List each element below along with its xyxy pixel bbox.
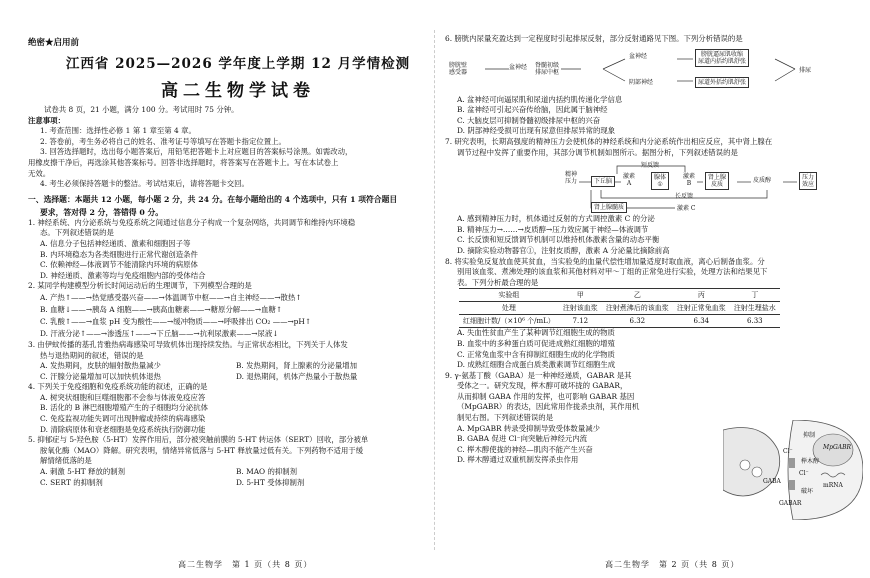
option: A. 发热期间，皮肤的辐射散热量减少 xyxy=(40,361,161,371)
option: A. 感到精神压力时，机体通过反射的方式调控激素 C 的分泌 xyxy=(457,214,655,224)
question-1: 1. 神经系统、内分泌系统与免疫系统之间通过信息分子构成一个复杂网络，共同调节和维持内环境稳 xyxy=(28,217,356,227)
option: D. 汗液分泌↑——→渗透压↑——→下丘脑——→抗利尿激素——→尿液↓ xyxy=(40,328,279,338)
notice-item: 3. 回答选择题时，选出每小题答案后，用铅笔把答题卡上对应题目的答案标号涂黑。如需改动， xyxy=(40,147,353,157)
chloride-label: Cl⁻ xyxy=(799,470,809,477)
adrenal-cortex-node: 肾上腺 皮质 xyxy=(705,172,729,190)
option: C. 汗腺分泌量增加可以加快机体退热 xyxy=(40,371,161,381)
question-9-cont: （MpGABR）的表达，因此常用作拢杀虫剂，其作用机 xyxy=(457,402,640,412)
option: D. 神经递质、激素等均与免疫细胞内部的受体结合 xyxy=(40,270,206,280)
table-cell: 乙 xyxy=(602,289,673,302)
nerve-label: 阴部神经 xyxy=(629,78,654,86)
table-cell: 注射该血浆 xyxy=(559,302,602,315)
question-9-cont: 受体之一。研究发现，榉木醇可破坏拢的 GABAR， xyxy=(457,381,628,391)
notice-item: 2. 答卷前，考生务必将自己的姓名、准考证号等填写在答题卡指定位置上。 xyxy=(40,136,286,146)
stress-effect-node: 压力 效应 xyxy=(799,172,817,190)
table-cell: 丙 xyxy=(673,289,730,302)
question-5-cont: 胺氧化酶（MAO）降解。研究表明，情绪异常低落与 5-HT 释放量过低有关。下列药物不适用于缓 xyxy=(40,445,364,455)
exam-title: 江西省 2025—2026 学年度上学期 12 月学情检测 xyxy=(65,56,411,72)
question-4: 4. 下列关于免疫细胞和免疫系统功能的叙述，正确的是 xyxy=(28,382,208,392)
option: D. 5-HT 受体抑制剂 xyxy=(236,477,305,487)
option: B. GABA 促进 Cl⁻向突触后神经元内流 xyxy=(457,434,588,444)
option-row xyxy=(28,467,448,478)
short-feedback-label: 短反馈 xyxy=(641,162,660,170)
question-2: 2. 某同学构建模型分析长时间运动后的生理调节，下列模型合理的是 xyxy=(28,281,252,291)
mrna-label: mRNA xyxy=(823,482,843,489)
results-table xyxy=(459,288,780,328)
receptor-label: GABAR xyxy=(779,500,802,507)
option: A. 刺激 5-HT 释放的制剂 xyxy=(40,467,126,477)
subject-title: 高二生物学试卷 xyxy=(161,81,315,101)
hypothalamus-node: 下丘脑 xyxy=(591,176,615,187)
section-heading: 一、选择题：本题共 12 小题，每小题 2 分，共 24 分。在每小题给出的 4 个选项中，只有 1 项符合题目 xyxy=(28,194,398,204)
page-footer: 高二生物学 第 2 页（共 8 页） xyxy=(605,560,740,569)
adrenal-medulla-node: 肾上腺髓质 xyxy=(591,202,627,213)
page-footer: 高二生物学 第 1 页（共 8 页） xyxy=(178,560,313,569)
effector-node: 尿道外括约肌舒张 xyxy=(695,77,749,88)
table-cell: 6.32 xyxy=(602,315,673,328)
notice-item: 1. 考查范围：选择性必修 1 第 1 章至第 4 章。 xyxy=(40,126,196,136)
question-7: 7. 研究表明，长期高强度的精神压力会使机体的神经系统和内分泌系统作出相应反应，其中肾上腺在 xyxy=(445,136,773,146)
option: A. 信息分子包括神经递质、激素和细胞因子等 xyxy=(40,238,191,248)
stress-node: 精神 压力 xyxy=(565,171,578,186)
question-6: 6. 膀胱内尿量充盈达到一定程度时引起排尿反射，部分反射通路见下图。下列分析错误的是 xyxy=(445,34,743,43)
table-cell: 6.33 xyxy=(730,315,780,328)
option: D. 榉木醇通过双重机制发挥杀虫作用 xyxy=(457,455,579,465)
page-1 xyxy=(28,0,448,578)
cortisol-node: 皮质醇 xyxy=(753,177,772,185)
question-9-cont: 制见右图。下列叙述错误的是 xyxy=(457,413,554,423)
inhibit-label: 抑制 xyxy=(803,432,816,439)
option: B. 内环境稳态为各类细胞进行正常代谢创造条件 xyxy=(40,249,198,259)
hormone-c-label: 激素 C xyxy=(677,205,696,213)
secret-mark: 绝密★启用前 xyxy=(28,38,80,48)
receptor-node: 膀胱壁 感受器 xyxy=(449,61,468,76)
table-cell: 7.12 xyxy=(559,315,602,328)
question-9-cont: 从而抑制 GABA 作用的发挥，也可影响 GABAR 基因 xyxy=(457,391,635,401)
option: B. 活化的 B 淋巴细胞增殖产生的子细胞均分泌抗体 xyxy=(40,403,209,413)
option: D. 摘除实验动物器官①，注射皮质醇，激素 A 分泌量比摘除前高 xyxy=(457,245,670,255)
option: A. 树突状细胞和巨噬细胞都不会参与体液免疫应答 xyxy=(40,392,206,402)
table-cell: 注射生理盐水 xyxy=(730,302,780,315)
question-1-cont: 态。下列叙述错误的是 xyxy=(40,228,114,238)
table-cell: 实验组 xyxy=(459,289,559,302)
option: C. 依赖神经—体液调节不能清除内环境的病原体 xyxy=(40,260,198,270)
option: B. 精神压力→……→皮质醇→压力效应属于神经—体液调节 xyxy=(457,224,649,234)
notice-item: 用橡皮擦干净后，再选涂其他答案标号。回答非选择题时，将答案写在答题卡上。写在本试卷上 xyxy=(28,157,339,167)
question-5: 5. 抑郁症与 5-羟色胺（5-HT）发挥作用后，部分被突触前膜的 5-HT 转运体（SERT）回收，部分被单 xyxy=(28,435,369,445)
option: A. MpGABR 转录受抑制导致受体数量减少 xyxy=(457,423,600,433)
question-5-cont: 解情绪低落的是 xyxy=(40,456,92,466)
insecticide-label: 榉木醇 xyxy=(801,458,820,465)
gaba-label: GABA xyxy=(763,478,781,485)
question-8: 8. 将实验兔反复放血使其贫血，当实验兔的血量代偿性增加量适度时取血液，离心后制备血浆。分 xyxy=(445,256,765,266)
gene-label: MpGABR xyxy=(823,444,852,451)
question-8-cont: 别用该血浆、煮沸处理的该血浆和其他材料对甲～丁组的正常兔进行实验，处理方法和结果见下 xyxy=(457,267,768,277)
option-row xyxy=(28,478,448,489)
hormone-a-node: 激素 A xyxy=(623,173,636,188)
notice-item: 无效。 xyxy=(28,168,51,178)
notice-title: 注意事项： xyxy=(28,115,65,125)
option: C. SERT 的抑制剂 xyxy=(40,477,103,487)
option: D. 清除病原体和衰老细胞是免疫系统执行防御功能 xyxy=(40,424,206,434)
option: B. 发热期间，肾上腺素的分泌量增加 xyxy=(236,361,357,371)
urination-label: 排尿 xyxy=(799,66,812,74)
table-cell: 红细胞计数/（×10⁶ 个/mL） xyxy=(459,315,559,328)
gland-1-node: 腺体 ① xyxy=(651,172,669,190)
table-row xyxy=(459,315,780,328)
synapse-figure xyxy=(723,420,863,520)
table-cell: 6.34 xyxy=(673,315,730,328)
nerve-label: 盆神经 xyxy=(629,52,648,60)
table-cell: 注射煮沸后的该血浆 xyxy=(602,302,673,315)
option: C. 榉木醇使拢的神经—肌肉不能产生兴奋 xyxy=(457,444,593,454)
option: C. 大脑皮层可抑制脊髓初级排尿中枢的兴奋 xyxy=(457,115,601,125)
exam-info: 试卷共 8 页，21 小题，满分 100 分。考试用时 75 分钟。 xyxy=(44,105,239,114)
question-3: 3. 由伊蚊传播的基孔肯雅热病毒感染可导致机体出现持续发热。与正常状态相比，下列关于人体发 xyxy=(28,339,348,349)
hormone-diagram xyxy=(445,160,865,212)
effector-node: 膀胱逼尿肌收缩 尿道内括约肌舒张 xyxy=(695,49,749,67)
question-3-cont: 热与退热期间的叙述，错误的是 xyxy=(40,350,144,360)
option: C. 乳酸↑——→血浆 pH 变为酸性——→缓冲物质——→呼吸排出 CO₂ ——→pH↑ xyxy=(40,316,312,326)
option-row xyxy=(28,361,448,372)
question-9: 9. γ-氨基丁酸（GABA）是一种神经递质，GABAR 是其 xyxy=(445,370,632,380)
option: D. 阴部神经受损可出现有尿意但排尿异常的现象 xyxy=(457,126,616,136)
option: C. 正常兔血浆中含有抑制红细胞生成的化学物质 xyxy=(457,349,615,359)
page-2 xyxy=(445,0,865,578)
question-7-cont: 调节过程中发挥了重要作用，其部分调节机制如图所示。据图分析，下列叙述错误的是 xyxy=(457,147,738,157)
question-8-cont: 表。下列分析最合理的是 xyxy=(457,277,539,287)
option: B. 血糖↓——→胰岛 A 细胞——→胰高血糖素——→糖原分解——→血糖↑ xyxy=(40,304,283,314)
option: C. 免疫监视功能失调可出现肿瘤或持续的病毒感染 xyxy=(40,414,206,424)
option: D. 成熟红细胞合成蛋白质类激素调节红细胞生成 xyxy=(457,360,616,370)
option: B. MAO 的抑制剂 xyxy=(236,467,298,477)
option: C. 长反馈和短反馈调节机制可以维持机体激素含量的动态平衡 xyxy=(457,235,660,245)
table-cell: 丁 xyxy=(730,289,780,302)
option: A. 失血性贫血产生了某种调节红细胞生成的物质 xyxy=(457,328,615,338)
section-heading: 要求，答对得 2 分，答错得 0 分。 xyxy=(40,207,164,217)
reflex-diagram xyxy=(445,47,865,93)
spinal-center-node: 脊髓初级 排尿中枢 xyxy=(535,61,560,76)
option: B. 血浆中的多种蛋白质可促进成熟红细胞的增殖 xyxy=(457,338,615,348)
hormone-b-node: 激素 B xyxy=(683,173,696,188)
table-cell: 甲 xyxy=(559,289,602,302)
table-row xyxy=(459,289,780,302)
notice-item: 4. 考生必须保持答题卡的整洁。考试结束后，请将答题卡交回。 xyxy=(40,179,249,189)
option: A. 盆神经可向逼尿肌和尿道内括约肌传递化学信息 xyxy=(457,94,623,104)
table-cell: 注射正常兔血浆 xyxy=(673,302,730,315)
damage-label: 破坏 xyxy=(801,488,814,495)
option: A. 产热↑——→热觉感受器兴奋——→体温调节中枢——→自主神经——→散热↑ xyxy=(40,292,302,302)
chloride-label: Cl⁻ xyxy=(783,448,793,455)
table-row xyxy=(459,302,780,315)
option: D. 退热期间，机体产热量小于散热量 xyxy=(236,371,358,381)
option: B. 盆神经可引起兴奋传给脑，因此属于脑神经 xyxy=(457,105,608,115)
long-feedback-label: 长反馈 xyxy=(675,193,694,201)
option-row xyxy=(28,372,448,383)
nerve-label: 盆神经 xyxy=(509,63,528,71)
table-cell: 处理 xyxy=(459,302,559,315)
